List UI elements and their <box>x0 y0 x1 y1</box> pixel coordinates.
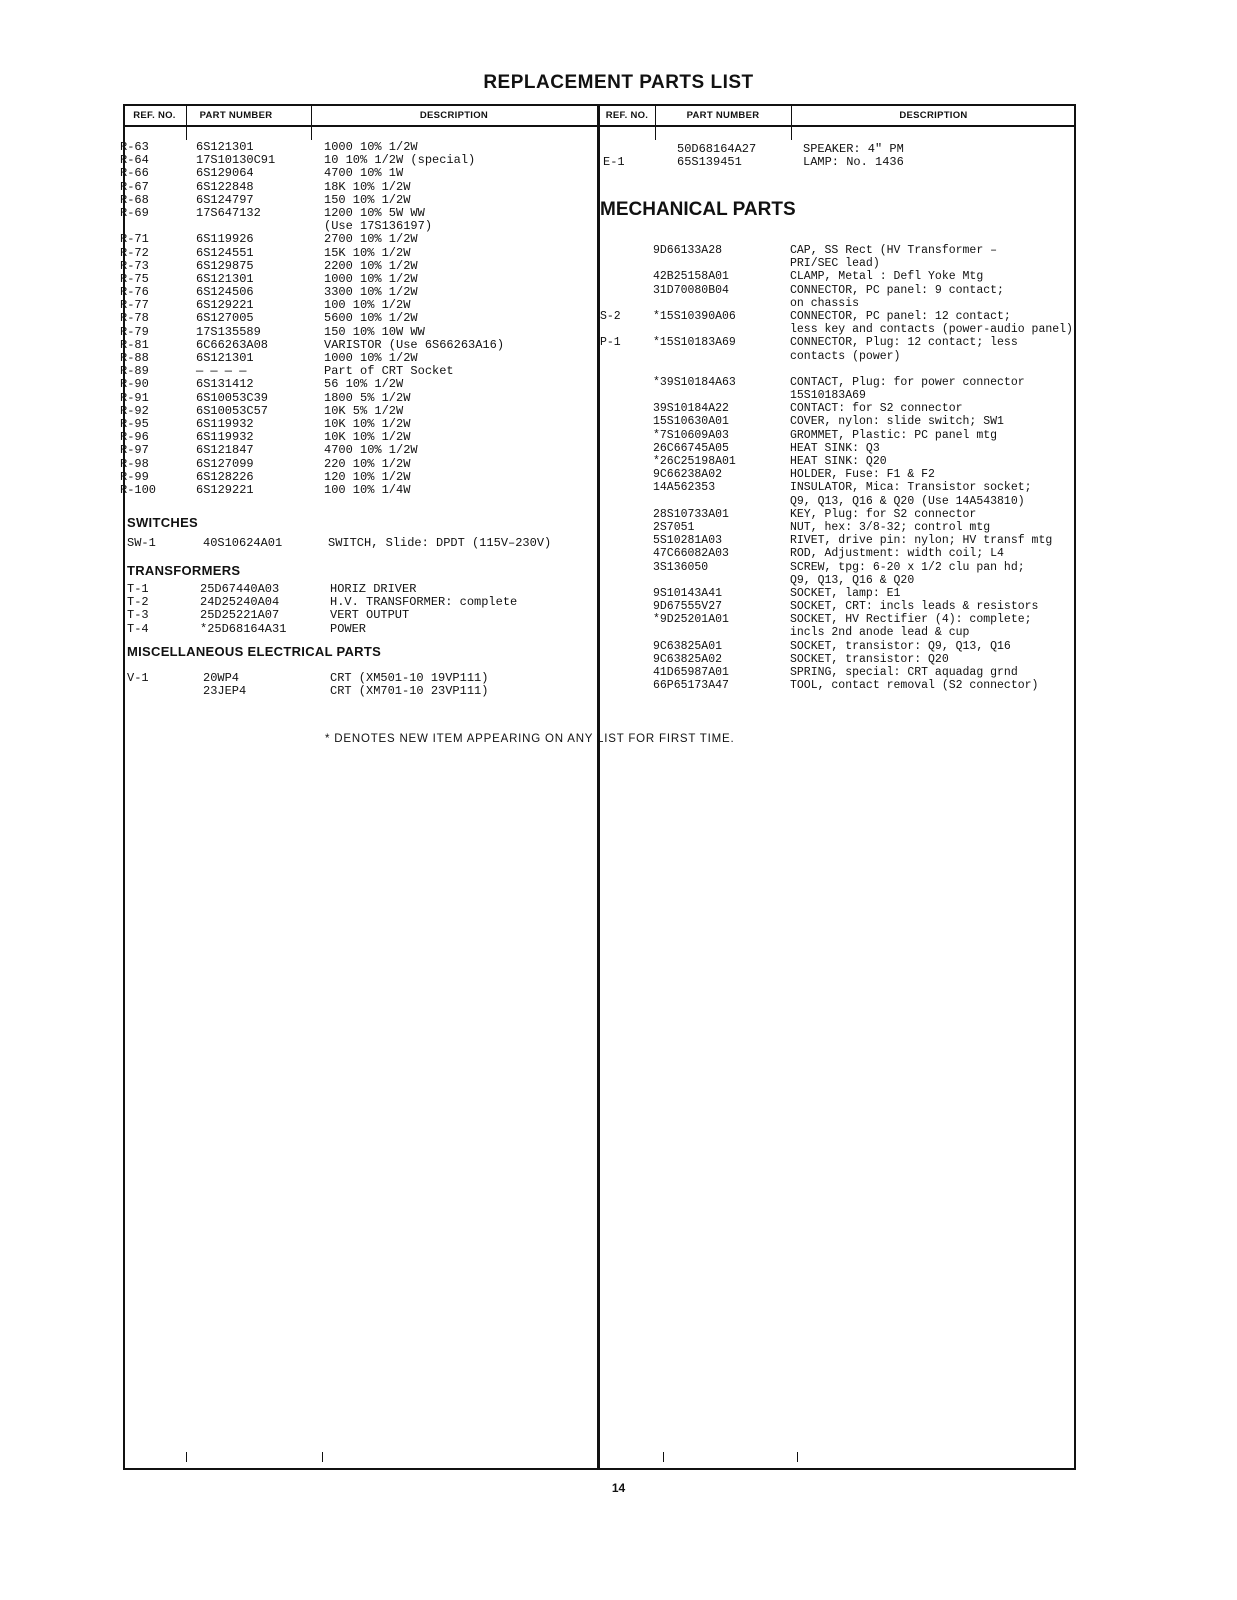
tick <box>186 1452 187 1462</box>
part-number: 6S119926 <box>196 232 254 247</box>
section-mechanical: MECHANICAL PARTS <box>600 199 796 220</box>
part-description: 150 10% 10W WW <box>324 324 425 339</box>
parts-row <box>600 363 1072 376</box>
part-description: GROMMET, Plastic: PC panel mtg <box>790 428 998 442</box>
part-description: Part of CRT Socket <box>324 364 454 379</box>
part-description: PRI/SEC lead) <box>790 257 880 271</box>
parts-row <box>120 233 590 246</box>
ref-number: T-4 <box>127 621 149 636</box>
part-number: 9C63825A01 <box>653 639 723 653</box>
part-description: 1000 10% 1/2W <box>324 140 418 154</box>
part-description: CAP, SS Rect (HV Transformer – <box>790 244 998 257</box>
parts-row <box>120 194 590 207</box>
part-description: 2200 10% 1/2W <box>324 258 418 273</box>
right-top-list <box>600 143 1070 169</box>
parts-row <box>120 247 590 260</box>
part-number: 6S129221 <box>196 482 254 497</box>
switch-list <box>127 537 597 550</box>
ref-number: R-66 <box>120 166 149 181</box>
part-description: SOCKET, HV Rectifier (4): complete; <box>790 613 1032 627</box>
parts-row <box>600 429 1072 442</box>
part-number: 47C66082A03 <box>653 547 729 561</box>
ref-number: S-2 <box>600 309 621 323</box>
part-description: ROD, Adjustment: width coil; L4 <box>790 547 1004 561</box>
tick <box>663 1452 664 1462</box>
part-description: CRT (XM501-10 19VP111) <box>330 671 489 685</box>
ref-number: T-1 <box>127 582 149 596</box>
part-number: 9C66238A02 <box>653 468 723 482</box>
parts-row <box>600 626 1072 639</box>
parts-row <box>127 685 597 698</box>
part-description: incls 2nd anode lead & cup <box>790 626 970 640</box>
part-number: 40S10624A01 <box>203 536 283 550</box>
header-part-left: PART NUMBER <box>199 110 273 121</box>
part-description: CLAMP, Metal : Defl Yoke Mtg <box>790 270 984 284</box>
part-number: 6S10053C57 <box>196 403 269 418</box>
part-number: 6S10053C39 <box>196 390 269 405</box>
part-description: 1200 10% 5W WW <box>324 205 425 220</box>
part-number: 6S128226 <box>196 469 254 484</box>
part-description: contacts (power) <box>790 349 901 363</box>
part-description: 18K 10% 1/2W <box>324 179 411 194</box>
parts-row <box>127 537 597 550</box>
part-description: 100 10% 1/2W <box>324 298 411 313</box>
parts-row <box>600 270 1072 283</box>
part-description: COVER, nylon: slide switch; SW1 <box>790 415 1004 429</box>
ref-number: R-96 <box>120 430 149 445</box>
resistor-list <box>120 141 590 497</box>
part-description: 2700 10% 1/2W <box>324 232 418 247</box>
part-description: CONTACT, Plug: for power connector <box>790 375 1025 389</box>
ref-number: R-68 <box>120 192 149 207</box>
ref-number: R-91 <box>120 390 149 405</box>
parts-row <box>600 666 1072 679</box>
part-number: 6S124551 <box>196 245 254 260</box>
part-description: LAMP: No. 1436 <box>803 155 904 170</box>
part-number: 20WP4 <box>203 671 240 685</box>
misc-list <box>127 672 597 698</box>
part-description: 56 10% 1/2W <box>324 377 404 392</box>
part-number: *15S10390A06 <box>653 309 736 323</box>
ref-number: R-98 <box>120 456 149 471</box>
parts-row <box>600 415 1072 428</box>
part-description: 1000 10% 1/2W <box>324 271 418 286</box>
part-description: VERT OUTPUT <box>330 608 410 623</box>
part-number: *7S10609A03 <box>653 428 729 442</box>
ref-number: R-99 <box>120 469 149 484</box>
part-description: 4700 10% 1/2W <box>324 443 418 458</box>
part-description: 220 10% 1/2W <box>324 456 411 471</box>
mechanical-list <box>600 244 1072 692</box>
part-number: 6S131412 <box>196 377 254 392</box>
part-description: KEY, Plug: for S2 connector <box>790 507 977 521</box>
part-description: 10K 10% 1/2W <box>324 416 411 431</box>
part-number: 6S119932 <box>196 430 254 445</box>
ref-number: R-76 <box>120 285 149 300</box>
part-description: RIVET, drive pin: nylon; HV transf mtg <box>790 534 1053 548</box>
ref-number: R-92 <box>120 403 149 418</box>
parts-row <box>600 613 1072 626</box>
part-number: *25D68164A31 <box>200 621 287 636</box>
parts-row <box>120 471 590 484</box>
parts-row <box>600 156 1070 169</box>
ref-number: R-100 <box>120 482 157 497</box>
part-description: 3300 10% 1/2W <box>324 285 418 300</box>
ref-number: R-81 <box>120 337 149 352</box>
part-description: SOCKET, transistor: Q9, Q13, Q16 <box>790 639 1011 653</box>
part-description: SWITCH, Slide: DPDT (115V–230V) <box>328 536 552 550</box>
part-number: 26C66745A05 <box>653 441 729 455</box>
part-description: (Use 17S136197) <box>324 219 433 234</box>
parts-row <box>600 653 1072 666</box>
ref-number: R-97 <box>120 443 149 458</box>
part-number: 2S7051 <box>653 520 695 534</box>
tick <box>322 1452 323 1462</box>
parts-row <box>600 547 1072 560</box>
page-title: REPLACEMENT PARTS LIST <box>483 72 754 93</box>
part-number: 9C63825A02 <box>653 652 723 666</box>
parts-row <box>600 574 1072 587</box>
part-number: 6S121301 <box>196 271 254 286</box>
parts-row <box>600 468 1072 481</box>
parts-row <box>120 181 590 194</box>
part-number: 14A562353 <box>653 481 716 495</box>
ref-number: R-89 <box>120 364 149 379</box>
ref-number: R-79 <box>120 324 149 339</box>
ref-number: R-75 <box>120 271 149 286</box>
part-number: 50D68164A27 <box>677 142 757 156</box>
part-number: 17S135589 <box>196 324 261 339</box>
ref-number: V-1 <box>127 671 149 685</box>
section-switches: SWITCHES <box>127 515 199 530</box>
part-description: CONNECTOR, PC panel: 12 contact; <box>790 309 1011 323</box>
parts-row <box>600 679 1072 692</box>
part-number: 65S139451 <box>677 155 742 170</box>
parts-row <box>600 521 1072 534</box>
parts-row <box>600 350 1072 363</box>
page-number: 14 <box>611 1481 626 1495</box>
ref-number: R-90 <box>120 377 149 392</box>
part-description: HEAT SINK: Q3 <box>790 441 880 455</box>
parts-row <box>127 609 597 622</box>
parts-row <box>127 623 597 636</box>
parts-row <box>600 297 1072 310</box>
part-description: NUT, hex: 3/8-32; control mtg <box>790 520 991 534</box>
parts-row <box>120 444 590 457</box>
part-description: VARISTOR (Use 6S66263A16) <box>324 337 505 352</box>
part-description: CRT (XM701-10 23VP111) <box>330 684 489 699</box>
part-number: *9D25201A01 <box>653 613 729 627</box>
part-description: SOCKET, CRT: incls leads & resistors <box>790 600 1039 614</box>
part-description: TOOL, contact removal (S2 connector) <box>790 679 1039 693</box>
parts-row <box>600 587 1072 600</box>
header-desc-right: DESCRIPTION <box>899 110 968 121</box>
part-number: 39S10184A22 <box>653 402 729 416</box>
parts-row <box>120 378 590 391</box>
part-number: 6S121301 <box>196 140 254 154</box>
ref-number: R-72 <box>120 245 149 260</box>
part-number: 9S10143A41 <box>653 586 723 600</box>
parts-row <box>600 389 1072 402</box>
tick <box>797 1452 798 1462</box>
left-header-rule <box>123 125 599 127</box>
part-description: SPEAKER: 4" PM <box>803 142 904 156</box>
part-description: 100 10% 1/4W <box>324 482 411 497</box>
parts-row <box>120 312 590 325</box>
parts-row <box>600 455 1072 468</box>
part-number: *26C25198A01 <box>653 455 736 468</box>
part-description: 4700 10% 1W <box>324 166 404 181</box>
new-item-note: * DENOTES NEW ITEM APPEARING ON ANY LIST FOR FIRST TIME. <box>325 733 735 745</box>
parts-row <box>600 244 1072 257</box>
parts-row <box>600 336 1072 349</box>
part-number: 5S10281A03 <box>653 534 723 548</box>
parts-row <box>600 495 1072 508</box>
transformer-list <box>127 583 597 636</box>
section-misc-electrical: MISCELLANEOUS ELECTRICAL PARTS <box>127 644 382 659</box>
part-number: 15S10630A01 <box>653 415 729 429</box>
part-number: 6S122848 <box>196 179 254 194</box>
parts-row <box>600 402 1072 415</box>
part-description: H.V. TRANSFORMER: complete <box>330 595 518 610</box>
part-number: *39S10184A63 <box>653 375 736 389</box>
part-description: on chassis <box>790 296 860 310</box>
ref-number: R-67 <box>120 179 149 194</box>
part-number: 25D25221A07 <box>200 608 280 623</box>
part-description: INSULATOR, Mica: Transistor socket; <box>790 481 1032 495</box>
part-description: Q9, Q13, Q16 & Q20 (Use 14A543810) <box>790 494 1025 508</box>
parts-row <box>120 458 590 471</box>
part-number: 25D67440A03 <box>200 582 280 596</box>
section-transformers: TRANSFORMERS <box>127 563 241 578</box>
part-number: 31D70080B04 <box>653 283 729 297</box>
part-description: HOLDER, Fuse: F1 & F2 <box>790 468 935 482</box>
parts-row <box>120 167 590 180</box>
part-description: 150 10% 1/2W <box>324 192 411 207</box>
part-description: 15K 10% 1/2W <box>324 245 411 260</box>
part-description: 10K 10% 1/2W <box>324 430 411 445</box>
part-number: 28S10733A01 <box>653 507 729 521</box>
ref-number: R-69 <box>120 205 149 220</box>
part-number: 17S647132 <box>196 205 261 220</box>
part-description: 10K 5% 1/2W <box>324 403 404 418</box>
part-description: 10 10% 1/2W (special) <box>324 153 476 168</box>
ref-number: R-71 <box>120 232 149 247</box>
parts-row <box>120 405 590 418</box>
ref-number: R-77 <box>120 298 149 313</box>
part-number: — — — — <box>196 364 247 379</box>
part-number: 9D66133A28 <box>653 244 723 257</box>
part-description: 1000 10% 1/2W <box>324 351 418 365</box>
parts-row <box>600 257 1072 270</box>
ref-number: E-1 <box>603 155 625 170</box>
parts-row <box>600 481 1072 494</box>
part-number: 6S129064 <box>196 166 254 181</box>
parts-row <box>120 392 590 405</box>
ref-number: P-1 <box>600 336 621 350</box>
part-number: *15S10183A69 <box>653 336 736 350</box>
header-part-right: PART NUMBER <box>686 110 760 121</box>
ref-number: R-63 <box>120 140 149 154</box>
part-number: 17S10130C91 <box>196 153 276 168</box>
part-description: HORIZ DRIVER <box>330 582 417 596</box>
parts-row <box>600 508 1072 521</box>
parts-row <box>600 376 1072 389</box>
parts-row <box>600 561 1072 574</box>
part-number: 6S127005 <box>196 311 254 326</box>
parts-row <box>600 284 1072 297</box>
ref-number: T-2 <box>127 595 149 610</box>
parts-row <box>120 484 590 497</box>
part-description: CONTACT: for S2 connector <box>790 402 963 416</box>
part-number: 42B25158A01 <box>653 270 729 284</box>
part-description: 1800 5% 1/2W <box>324 390 411 405</box>
right-header-rule <box>598 125 1076 127</box>
ref-number: R-78 <box>120 311 149 326</box>
header-desc-left: DESCRIPTION <box>419 110 489 121</box>
part-number: 6S124797 <box>196 192 254 207</box>
part-number: 6S121301 <box>196 351 254 365</box>
part-number: 6S124506 <box>196 285 254 300</box>
part-description: POWER <box>330 621 367 636</box>
parts-row <box>600 323 1072 336</box>
part-number: 6C66263A08 <box>196 337 269 352</box>
part-description: SCREW, tpg: 6-20 x 1/2 clu pan hd; <box>790 560 1025 574</box>
ref-number: R-64 <box>120 153 149 168</box>
part-number: 6S129875 <box>196 258 254 273</box>
ref-number: T-3 <box>127 608 149 623</box>
part-number: 3S136050 <box>653 560 709 574</box>
part-description: SOCKET, transistor: Q20 <box>790 652 949 666</box>
part-description: SPRING, special: CRT aquadag grnd <box>790 666 1018 679</box>
part-number: 9D67555V27 <box>653 600 723 614</box>
parts-row <box>600 640 1072 653</box>
parts-row <box>600 600 1072 613</box>
part-number: 6S127099 <box>196 456 254 471</box>
part-description: 120 10% 1/2W <box>324 469 411 484</box>
ref-number: R-95 <box>120 416 149 431</box>
header-ref-left: REF. NO. <box>133 110 176 121</box>
part-number: 66P65173A47 <box>653 679 729 693</box>
part-description: 15S10183A69 <box>790 389 866 403</box>
part-description: SOCKET, lamp: E1 <box>790 586 901 600</box>
part-description: 5600 10% 1/2W <box>324 311 418 326</box>
part-description: Q9, Q13, Q16 & Q20 <box>790 573 915 587</box>
part-number: 6S119932 <box>196 416 254 431</box>
part-description: CONNECTOR, PC panel: 9 contact; <box>790 283 1004 297</box>
parts-row <box>600 442 1072 455</box>
part-number: 6S121847 <box>196 443 254 458</box>
ref-number: R-73 <box>120 258 149 273</box>
parts-row <box>120 326 590 339</box>
part-number: 23JEP4 <box>203 684 247 699</box>
part-description: HEAT SINK: Q20 <box>790 455 887 468</box>
part-description: less key and contacts (power-audio panel) <box>790 323 1073 337</box>
part-number: 24D25240A04 <box>200 595 280 610</box>
part-number: 6S129221 <box>196 298 254 313</box>
part-description: CONNECTOR, Plug: 12 contact; less <box>790 336 1018 350</box>
ref-number: R-88 <box>120 351 149 365</box>
header-ref-right: REF. NO. <box>605 110 649 121</box>
parts-row <box>600 534 1072 547</box>
ref-number: SW-1 <box>127 536 156 550</box>
parts-row <box>120 260 590 273</box>
parts-row <box>600 310 1072 323</box>
part-number: 41D65987A01 <box>653 666 729 679</box>
